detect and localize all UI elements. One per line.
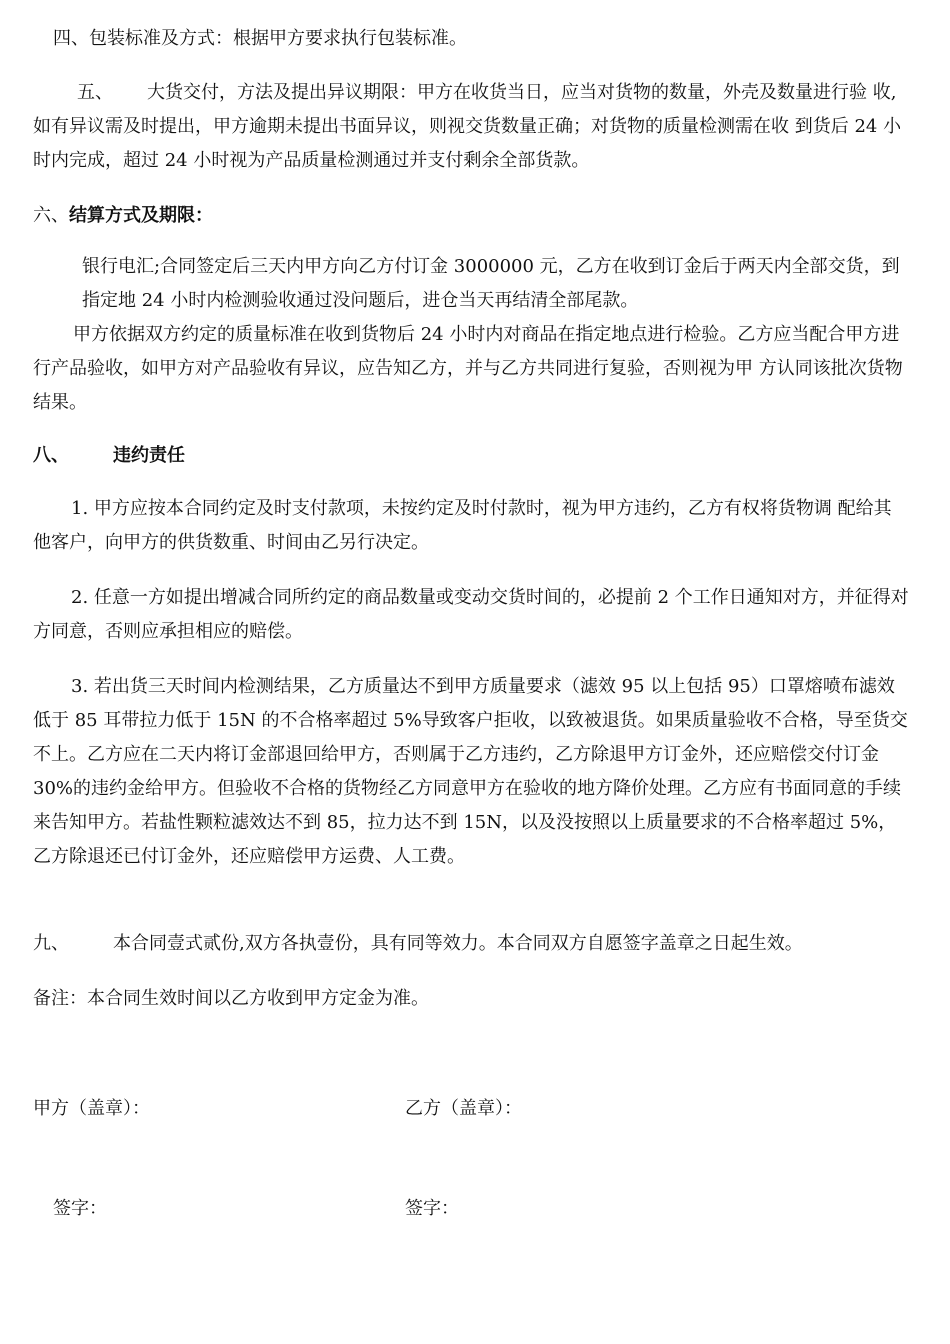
section-4-packaging: 四、包装标准及方式：根据甲方要求执行包装标准。 (53, 28, 467, 49)
section-6-inspection: 甲方依据双方约定的质量标准在收到货物后 24 小时内对商品在指定地点进行检验。乙方应当配合甲方进行产品验收，如甲方对产品验收有异议，应告知乙方，并与乙方共同进行复验，否则视为甲 方认同该批次货物结果。 (33, 324, 903, 413)
section-9-number: 九、 (33, 933, 69, 954)
section-5-number: 五、 (77, 82, 113, 103)
section-8-item-1: 1. 甲方应按本合同约定及时支付款项，未按约定及时付款时，视为甲方违约，乙方有权将货物调 配给其他客户，向甲方的供货数重、时间由乙另行决定。 (33, 498, 892, 553)
section-5-delivery (33, 76, 909, 178)
section-6-title: 结算方式及期限： (69, 205, 213, 226)
section-9-effect (33, 927, 909, 961)
party-b-signature-label: 签字： (405, 1198, 459, 1219)
party-b-seal-label: 乙方（盖章）： (405, 1098, 522, 1119)
section-8-number: 八、 (33, 445, 69, 466)
section-8-heading (33, 439, 909, 473)
section-5-text: 大货交付，方法及提出异议期限：甲方在收货当日，应当对货物的数量，外壳及数量进行验 收,如有异议需及时提出，甲方逾期未提出书面异议，则视交货数量正确；对货物的质量检测需在收 到货后 24 小时内完成，超过 24 小时视为产品质量检测通过并支付剩余全部货款。 (33, 82, 902, 171)
section-6-number: 六、 (33, 205, 69, 226)
party-a-seal-label: 甲方（盖章）： (33, 1098, 150, 1119)
section-6-heading (33, 199, 909, 233)
section-8-item-2: 2. 任意一方如提出增减合同所约定的商品数量或变动交货时间的，必提前 2 个工作日通知对方，并征得对方同意，否则应承担相应的赔偿。 (33, 587, 909, 642)
party-a-signature-label: 签字： (53, 1198, 107, 1219)
remark-note: 备注：本合同生效时间以乙方收到甲方定金为准。 (33, 988, 429, 1009)
section-9-text: 本合同壹式贰份,双方各执壹份，具有同等效力。本合同双方自愿签字盖章之日起生效。 (113, 933, 803, 954)
section-8-title: 违约责任 (113, 445, 185, 466)
section-6-payment-terms: 银行电汇;合同签定后三天内甲方向乙方付订金 3000000 元，乙方在收到订金后于两天内全部交货，到指定地 24 小时内检测验收通过没问题后，进仓当天再结清全部尾款。 (82, 256, 900, 311)
section-8-item-3: 3. 若出货三天时间内检测结果，乙方质量达不到甲方质量要求（滤效 95 以上包括 95）口罩熔喷布滤效低于 85 耳带拉力低于 15N 的不合格率超过 5%导致客户拒收，以致被退货。如果质量验收不合格，导至货交不上。乙方应在二天内将订金部退回给甲方，否则属于乙方违约，乙方除退甲方订金外，还应赔偿交付订金 30%的违约金给甲方。但验收不合格的货物经乙方同意甲方在验收的地方降价处理。乙方应有书面同意的手续来告知甲方。若盐性颗粒滤效达不到 85，拉力达不到 15N，以及没按照以上质量要求的不合格率超过 5%，乙方除退还已付订金外，还应赔偿甲方运费、人工费。 (33, 676, 908, 867)
